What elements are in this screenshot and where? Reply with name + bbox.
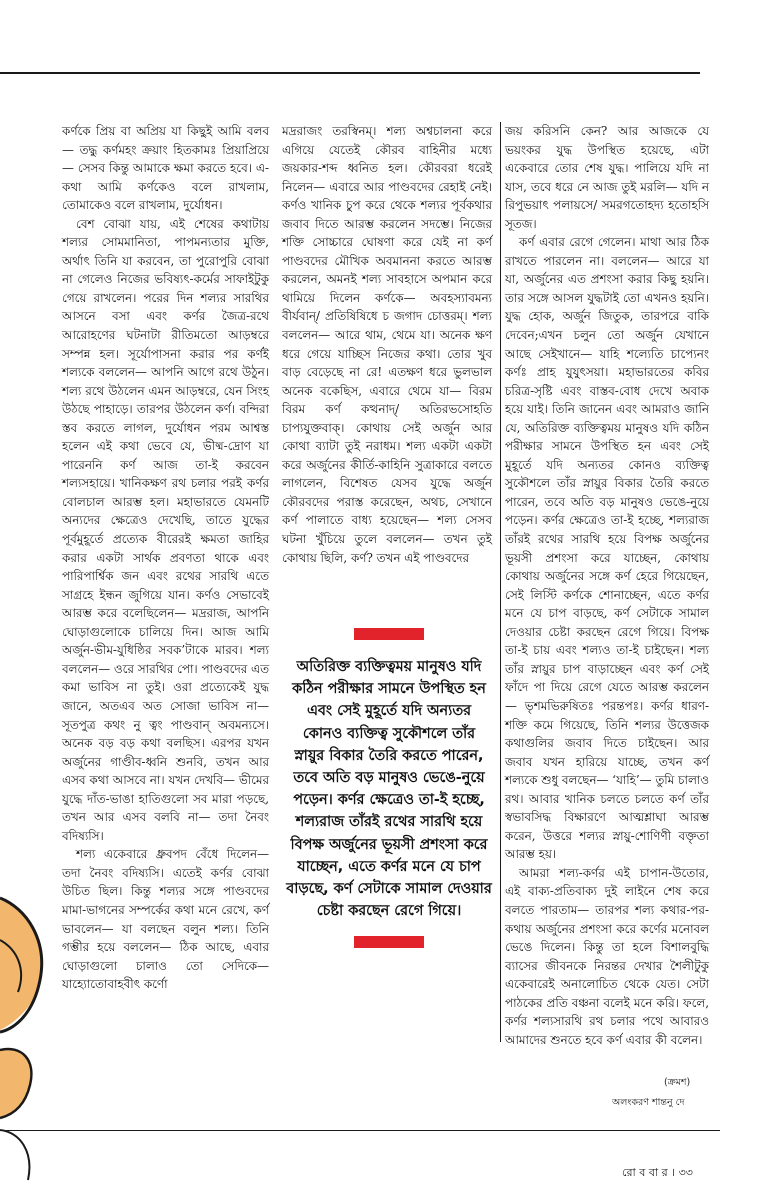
article-column-3 [505, 122, 709, 1049]
continued-label: (ক্রমশ) [664, 1077, 691, 1088]
paragraph: জয় করিসনি কেন? আর আজকে যে ভয়ংকর যুদ্ধ উপস্থিত হয়েছে, এটা একেবারে তোর শেষ যুদ্ধ। পালিয়ে যদি না যাস, তবে ধরে নে আজ তুই মরলি— যদি ন রিপুভয়াৎ পলায়সে/ সমরগতোহদ্য হতোহসি সূতজ। [505, 124, 709, 231]
paragraph: বেশ বোঝা যায়, এই শেষের কথাটায় শল্যর সোমমানিতা, পাপমন্যতার মুক্তি, অর্থাৎ তিনি যা করবেন, তা পুরোপুরি বোঝা না গেলেও নিজের ভবিষ্যৎ-কর্মের সাফাইটুকু গেয়ে রাখলেন। পরের দিন শল্যর সারথির আসনে বসা এবং কর্ণর জৈত্র-রথে আরোহণের ঘটনাটা রীতিমতো আড়ম্বরে সম্পন্ন হল। সূর্যোপাসনা করার পর কর্ণই শল্যকে বললেন— আপনি আগে রথে উঠুন। শল্য রথে উঠলেন এমন আড়ম্বরে, যেন সিংহ উঠছে পাহাড়ে। তারপর উঠলেন কর্ণ। বন্দিরা স্তব করতে লাগল, দুর্যোধন পরম আশ্বস্ত হলেন এই কথা ভেবে যে, ভীষ্ম-দ্রোণ যা পারেননি কর্ণ আজ তা-ই করবেন শল্যসহায়ে। খানিকক্ষণ রথ চলার পরই কর্ণর বোলচাল আরম্ভ হল। মহাভারতে যেমনটি অন্যদের ক্ষেত্রেও দেখেছি, তাতে যুদ্ধের পূর্বমুহূর্তে প্রত্যেক বীরেরই ক্ষমতা জাহির করার একটা সার্থক প্রবণতা থাকে এবং পারিপার্শ্বিক জন এবং রথের সারথি এতে সাগ্রহে ইন্ধন জুগিয়ে যান। কর্ণও সেভাবেই আরম্ভ করে বলেছিলেন— মদ্ররাজ, আপনি ঘোড়াগুলোকে চালিয়ে দিন। আজ আমি অর্জুন-ভীম-যুধিষ্ঠির সবক’টাকে মারব। শল্য বললেন— ওরে সারথির পো। পাণ্ডবদের এত কমা ভাবিস না তুই। ওরা প্রত্যেকেই যুদ্ধ জানে, অতএব অত সোজা ভাবিস না—সূতপুত্র কথং নু ত্বং পাণ্ডবান্ অবমন্যসে। অনেক বড় বড় কথা বলছিস। এরপর যখন অর্জুনের গাণ্ডীব-ধ্বনি শুনবি, তখন আর এসব কথা আসবে না। যখন দেখবি— ভীমের যুদ্ধে দাঁত-ভাঙা হাতিগুলো সব মারা পড়ছে, তখন আর এসব বলবি না— তদা নৈবং বদিষ্যসি। [62, 216, 269, 843]
paragraph: শল্য একেবারে ধ্রুবপদ বেঁধে দিলেন— তদা নৈবং বদিষ্যসি। এতেই কর্ণর বোঝা উচিত ছিল। কিন্তু শল্যর সঙ্গে পাণ্ডবদের মামা-ভাগনের সম্পর্কের কথা মনে রেখে, কর্ণ ভাবলেন— যা বলছেন বলুন শল্য। তিনি গম্ভীর হয়ে বললেন— ঠিক আছে, এবার ঘোড়াগুলো চালাও তো সেদিকে— যাহ্যোতোবাহবীৎ কর্ণো [62, 847, 269, 992]
article-column-1 [62, 122, 269, 994]
paragraph: আমরা শল্য-কর্ণর এই চাপান-উতোর, এই বাক্য-প্রতিবাক্য দুই লাইনে শেষ করে বলতে পারতাম— তারপর শল্য কথার-পর-কথায় অর্জুনের প্রশংসা করে কর্ণের মনোবল ভেঙে দিলেন। কিন্তু তা হলে বিশালবুদ্ধি ব্যাসের জীবনকে নিরন্তর দেখার শৈলীটুকু একেবারেই অনালোচিত থেকে যেত। সেটা পাঠকের প্রতি বঞ্চনা বলেই মনে করি। ফলে, কর্ণর শল্যসারথি রথ চলার পথে আবারও আমাদের শুনতে হবে কর্ণ এবার কী বলেন। [505, 865, 709, 1047]
decorative-illustration [0, 880, 80, 1197]
paragraph: কর্ণকে প্রিয় বা অপ্রিয় যা কিছুই আমি বলব— তদ্ধু কর্ণমহং ক্রয়াং হিতকামঃ প্রিয়াপ্রিয়ে— সেসব কিন্তু আমাকে ক্ষমা করতে হবে। এ-কথা আমি কর্ণকেও বলে রাখলাম, তোমাকেও বলে রাখলাম, দুর্যোধন। [62, 124, 269, 213]
page-footer: রো ব বা র । ৩৩ [622, 1166, 693, 1179]
article-column-2 [282, 122, 492, 567]
paragraph: মদ্ররাজং তরস্বিনম্। শল্য অশ্বচালনা করে এগিয়ে যেতেই কৌরব বাহিনীর মধ্যে জয়কার-শব্দ ধ্বনিত হল। কৌরবরা ধরেই নিলেন— এবারে আর পাণ্ডবদের রেহাই নেই। কর্ণও খানিক চুপ করে থেকে শল্যর পূর্বকথার জবাব দিতে আরম্ভ করলেন সদম্ভে। নিজের শক্তি সোচ্চারে ঘোষণা করে যেই না কর্ণ পাণ্ডবদের মৌখিক অবমাননা করতে আরম্ভ করলেন, অমনই শল্য সাবহাসে অপমান করে থামিয়ে দিলেন কর্ণকে— অবহস্যাবমন্য বীর্যবান্/ প্রতিষিষিধে চ জগাদ চোত্তরম্। শল্য বললেন— আরে থাম, থেমে যা। অনেক ক্ষণ ধরে গেয়ে যাচ্ছিস নিজের কথা। তোর খুব বাড় বেড়েছে না রে! এতক্ষণ ধরে ভুলভাল অনেক বকেছিস, এবারে থেমে যা— বিরম বিরম কর্ণ কত্থনাদ্/ অতিরভসোহতি চাপ্যযুক্তবাক্। কোথায় সেই অর্জুন আর কোথা ব্যাটা তুই নরাধম। শল্য একটা একটা করে অর্জুনের কীর্তি-কাহিনি সুত্রাকারে বলতে লাগলেন, বিশেষত যেসব যুদ্ধে অর্জুন কৌরবদের পরাস্ত করেছেন, অথচ, সেখানে কর্ণ পালাতে বাধ্য হয়েছেন— শল্য সেসব ঘটনা খুঁচিয়ে তুলে বললেন— তখন তুই কোথায় ছিলি, কর্ণ? তখন এই পাণ্ডবদের [282, 124, 492, 565]
paragraph: কর্ণ এবার রেগে গেলেন। মাথা আর ঠিক রাখতে পারলেন না। বললেন— আরে যা যা, অর্জুনের এত প্রশংসা করার কিছু হয়নি। তার সঙ্গে আসল যুদ্ধটাই তো এখনও হয়নি। যুদ্ধ হোক, অর্জুন জিতুক, তারপরে বাকি দেবেন;এখন চলুন তো অর্জুন যেখানে আছে সেইখানে— যাহি শল্যেতি চাপ্যেনং কর্ণঃ প্রাহ যুযুৎসয়া। মহাভারতের কবির চরিত্র-সৃষ্টি এবং বাস্তব-বোধ দেখে অবাক হয়ে যাই। তিনি জানেন এবং আমরাও জানি যে, অতিরিক্ত ব্যক্তিত্বময় মানুষও যদি কঠিন পরীক্ষার সামনে উপস্থিত হন এবং সেই মুহূর্তে যদি অন্যতর কোনও ব্যক্তিত্ব সুকৌশলে তাঁর স্নায়ুর বিকার তৈরি করতে পারেন, তবে অতি বড় মানুষও ভেঙে-নুয়ে পড়েন। কর্ণর ক্ষেত্রেও তা-ই হচ্ছে, শল্যরাজ তাঁরই রথের সারথি হয়ে বিপক্ষ অর্জুনের ভূয়সী প্রশংসা করে যাচ্ছেন, কোথায় কোথায় অর্জুনের সঙ্গে কর্ণ হেরে গিয়েছেন, সেই লিস্টি কর্ণকে শোনাচ্ছেন, এতে কর্ণর মনে যে চাপ বাড়ছে, কর্ণ সেটাকে সামাল দেওয়ার চেষ্টা করছেন রেগে গিয়ে। বিপক্ষ তা-ই চায় এবং শল্যও তা-ই চাইছেন। শল্য তাঁর স্নায়ুর চাপ বাড়াচ্ছেন এবং কর্ণ সেই ফাঁদে পা দিয়ে রেগে যেতে আরম্ভ করলেন— ভৃশমভিরুষিতঃ পরন্তপঃ। কর্ণর ধারণ-শক্তি কমে গিয়েছে, তিনি শল্যর উত্তেজক কথাগুলির জবাব দিতে চাইছেন। আর জবাব যখন হারিয়ে যাচ্ছে, তখন কর্ণ শল্যকে শুধু বলছেন— ‘যাহি’— তুমি চালাও রথ। আবার খানিক চলতে চলতে কর্ণ তাঁর স্বভাবসিদ্ধ বিক্ষারণে আত্মশ্লাঘা আরম্ভ করেন, উত্তরে শল্যর স্নায়ু-শোণিণী বক্তৃতা আরম্ভ হয়। [505, 235, 709, 862]
pull-quote [286, 628, 492, 948]
column-divider [500, 122, 501, 1042]
illustration-credit: অলংকরণ শান্তনু দে [612, 1097, 685, 1108]
pull-quote-text: অতিরিক্ত ব্যক্তিত্বময় মানুষও যদি কঠিন পরীক্ষার সামনে উপস্থিত হন এবং সেই মুহূর্তে যদি অন্যতর কোনও ব্যক্তিত্ব সুকৌশলে তাঁর স্নায়ুর বিকার তৈরি করতে পারেন, তবে অতি বড় মানুষও ভেঙে-নুয়ে পড়েন। কর্ণর ক্ষেত্রেও তা-ই হচ্ছে, শল্যরাজ তাঁরই রথের সারথি হয়ে বিপক্ষ অর্জুনের ভূয়সী প্রশংসা করে যাচ্ছেন, এতে কর্ণর মনে যে চাপ বাড়ছে, কর্ণ সেটাকে সামাল দেওয়ার চেষ্টা করছেন রেগে গিয়ে। [286, 659, 492, 920]
pull-quote-top-bar [354, 628, 424, 640]
pull-quote-bottom-bar [354, 936, 424, 948]
footer-rule [0, 1130, 720, 1131]
header-rule [0, 72, 700, 74]
